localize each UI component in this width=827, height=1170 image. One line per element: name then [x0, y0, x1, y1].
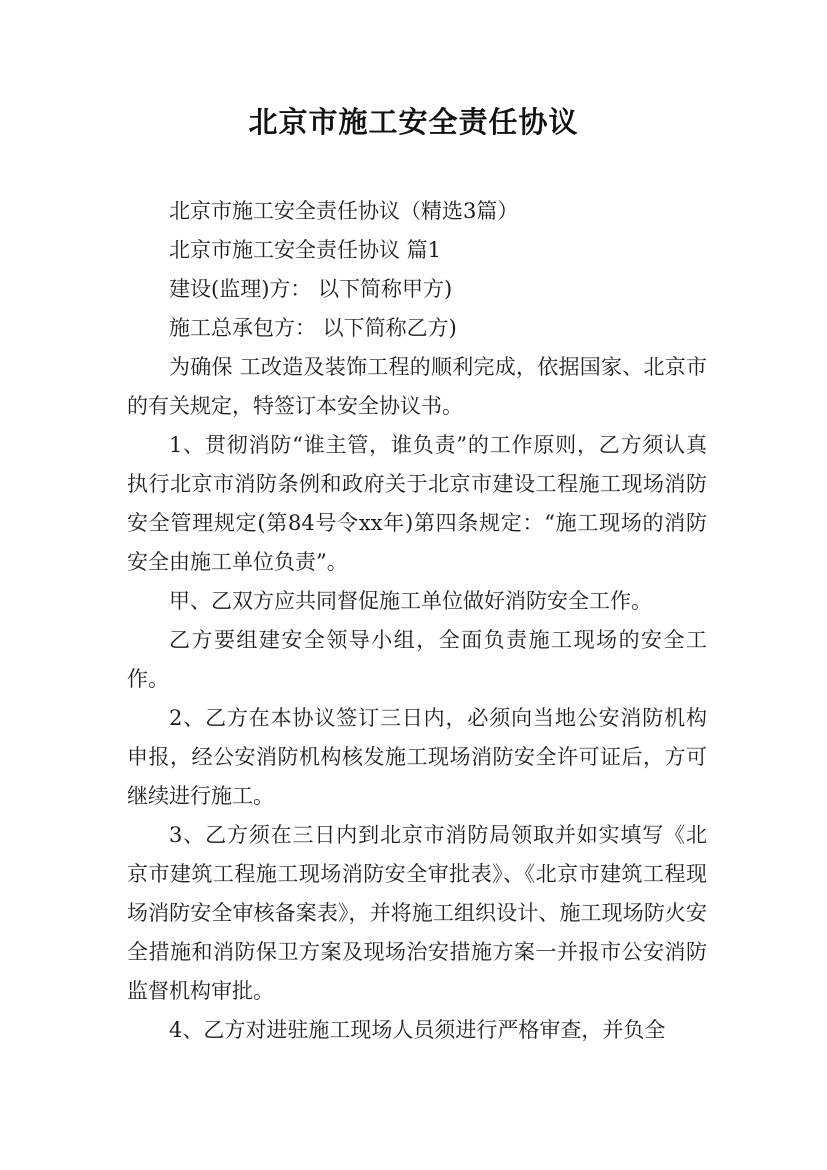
- paragraph-safety-team: 乙方要组建安全领导小组，全面负责施工现场的安全工作。: [127, 628, 707, 691]
- paragraph-joint-duty: 甲、乙双方应共同督促施工单位做好消防安全工作。: [169, 589, 652, 613]
- paragraph-preamble: 为确保 工改造及装饰工程的顺利完成，依据国家、北京市的有关规定，特签订本安全协议书。: [127, 355, 707, 418]
- paragraph-clause-2: 2、乙方在本协议签订三日内，必须向当地公安消防机构申报，经公安消防机构核发施工现场消防安全许可证后，方可继续进行施工。: [127, 706, 707, 808]
- paragraph-clause-4: 4、乙方对进驻施工现场人员须进行严格审查，并负全: [169, 1018, 666, 1042]
- document-body: [127, 192, 707, 1050]
- paragraph-party-a: 建设(监理)方： 以下简称甲方): [169, 277, 453, 301]
- paragraph-article-heading: 北京市施工安全责任协议 篇1: [169, 238, 442, 262]
- paragraph-clause-1: 1、贯彻消防“谁主管，谁负责”的工作原则，乙方须认真执行北京市消防条例和政府关于北京市建设工程施工现场消防安全管理规定(第84号令xx年)第四条规定：“施工现场的消防安全由施工单位负责”。: [127, 433, 707, 574]
- paragraph-clause-3: 3、乙方须在三日内到北京市消防局领取并如实填写《北京市建筑工程施工现场消防安全审批表》、《北京市建筑工程现场消防安全审核备案表》，并将施工组织设计、施工现场防火安全措施和消防保卫方案及现场治安措施方案一并报市公安消防监督机构审批。: [127, 823, 707, 1003]
- paragraph-subtitle: 北京市施工安全责任协议（精选3篇）: [169, 199, 519, 223]
- document-title: 北京市施工安全责任协议: [248, 105, 579, 139]
- paragraph-party-b: 施工总承包方： 以下简称乙方): [169, 316, 457, 340]
